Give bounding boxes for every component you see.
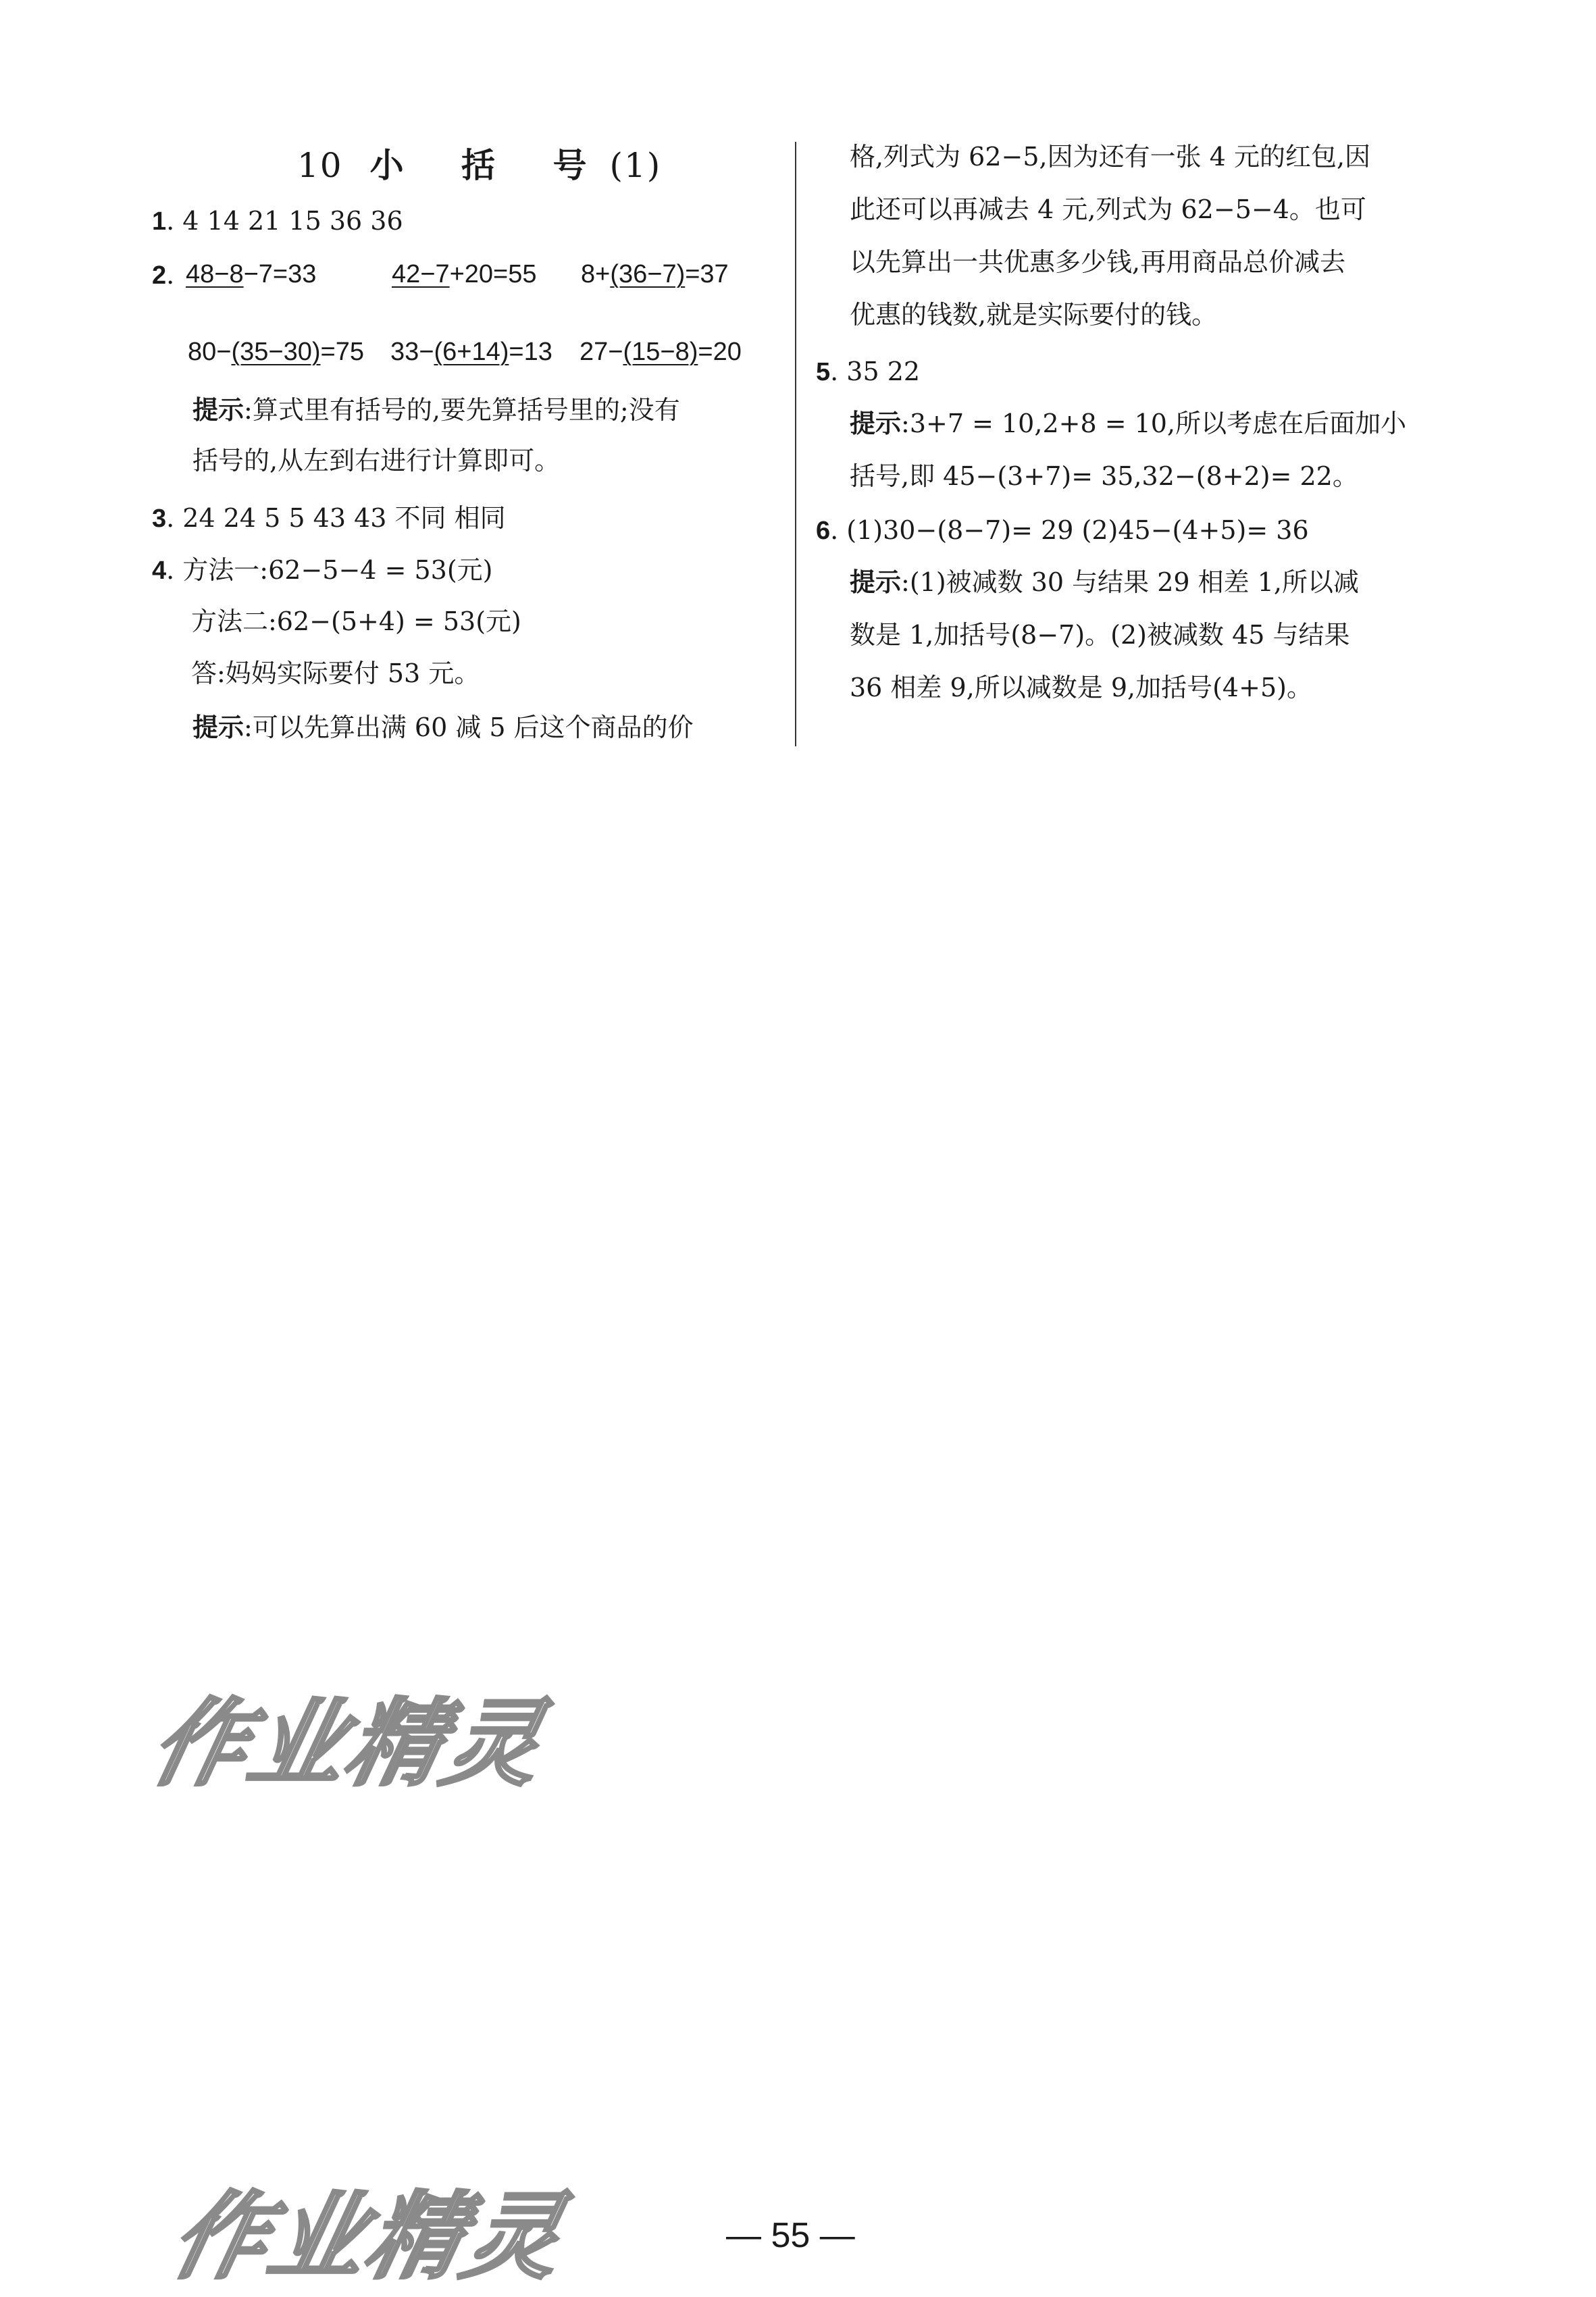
q6-hint-line-3: 36 相差 9,所以减数是 9,加括号(4+5)。	[850, 673, 1312, 702]
q5-hint-line-1	[850, 409, 1406, 440]
q4-cont-line-4: 优惠的钱数,就是实际要付的钱。	[850, 300, 1218, 330]
hint-text: :3+7 = 10,2+8 = 10,所以考虑在后面加小	[901, 409, 1407, 438]
expr-rest: +20=55	[449, 260, 537, 288]
underlined-part: (36−7)	[610, 260, 686, 288]
question-3	[152, 503, 506, 535]
hint-label: 提示	[192, 395, 244, 425]
question-number: 6	[816, 517, 831, 545]
underlined-part: (35−30)	[231, 338, 321, 366]
question-number: 4	[152, 557, 167, 585]
question-number: 1	[152, 207, 167, 236]
method-1: . 方法一:62−5−4 = 53(元)	[166, 555, 493, 585]
q2-expr-6	[580, 338, 742, 367]
section-suffix: (1)	[609, 146, 662, 185]
q2-expr-1	[186, 260, 316, 289]
expr-rest: −7=33	[243, 260, 317, 288]
expr-pre: 8+	[581, 260, 611, 288]
q2-expr-4	[188, 338, 364, 367]
page-number: — 55 —	[726, 2216, 855, 2255]
question-5	[816, 357, 920, 388]
q2-hint-line-1	[192, 395, 680, 426]
question-6	[816, 515, 1309, 547]
hint-text: :可以先算出满 60 减 5 后这个商品的价	[244, 713, 694, 742]
expr-pre: 33−	[390, 338, 434, 366]
answer-text: . 35 22	[830, 357, 921, 386]
watermark-logo-bottom: 作业精灵	[162, 2182, 575, 2292]
q5-hint-line-2: 括号,即 45−(3+7)= 35,32−(8+2)= 22。	[850, 461, 1358, 491]
underlined-part: 42−7	[392, 260, 450, 288]
expr-rest: =75	[320, 338, 364, 366]
hint-label: 提示	[850, 567, 902, 597]
section-number: 10	[297, 146, 343, 185]
section-title	[297, 138, 661, 187]
column-divider	[795, 142, 796, 746]
answer-text: . 4 14 21 15 36 36	[166, 206, 403, 236]
question-number: 2	[152, 261, 167, 290]
q4-cont-line-2: 此还可以再减去 4 元,列式为 62−5−4。也可	[850, 195, 1366, 224]
q6-hint-line-2: 数是 1,加括号(8−7)。(2)被减数 45 与结果	[850, 620, 1350, 650]
underlined-part: (15−8)	[623, 338, 698, 366]
q2-hint-line-2: 括号的,从左到右进行计算即可。	[192, 446, 561, 475]
q4-hint-line-1	[192, 713, 694, 744]
section-name: 小 括 号	[369, 146, 610, 185]
answer-text: . (1)30−(8−7)= 29 (2)45−(4+5)= 36	[830, 515, 1309, 545]
q4-cont-line-1: 格,列式为 62−5,因为还有一张 4 元的红包,因	[850, 142, 1371, 172]
answer-text: . 24 24 5 5 43 43 不同 相同	[166, 503, 506, 533]
q2-expr-3	[581, 260, 729, 289]
expr-pre: 27−	[580, 338, 623, 366]
expr-rest: =37	[685, 260, 729, 288]
expr-pre: 80−	[188, 338, 232, 366]
hint-text: :(1)被减数 30 与结果 29 相差 1,所以减	[901, 567, 1360, 597]
question-4	[152, 555, 493, 587]
watermark-logo: 作业精灵	[142, 1689, 555, 1799]
q6-hint-line-1	[850, 567, 1359, 598]
question-number: 3	[152, 505, 167, 533]
hint-text: :算式里有括号的,要先算括号里的;没有	[244, 395, 680, 425]
q4-cont-line-3: 以先算出一共优惠多少钱,再用商品总价减去	[850, 247, 1346, 277]
hint-label: 提示	[192, 713, 244, 742]
underlined-part: 48−8	[186, 260, 244, 288]
underlined-part: (6+14)	[434, 338, 509, 366]
q2-expr-2	[392, 260, 537, 289]
expr-rest: =20	[698, 338, 742, 366]
q2-expr-5	[390, 338, 552, 367]
hint-label: 提示	[850, 409, 902, 438]
question-2-number: 2.	[152, 260, 175, 290]
question-number: 5	[816, 358, 831, 386]
answer-statement: 答:妈妈实际要付 53 元。	[191, 659, 480, 688]
question-1	[152, 206, 403, 238]
expr-rest: =13	[509, 338, 552, 366]
method-2: 方法二:62−(5+4) = 53(元)	[191, 606, 521, 636]
